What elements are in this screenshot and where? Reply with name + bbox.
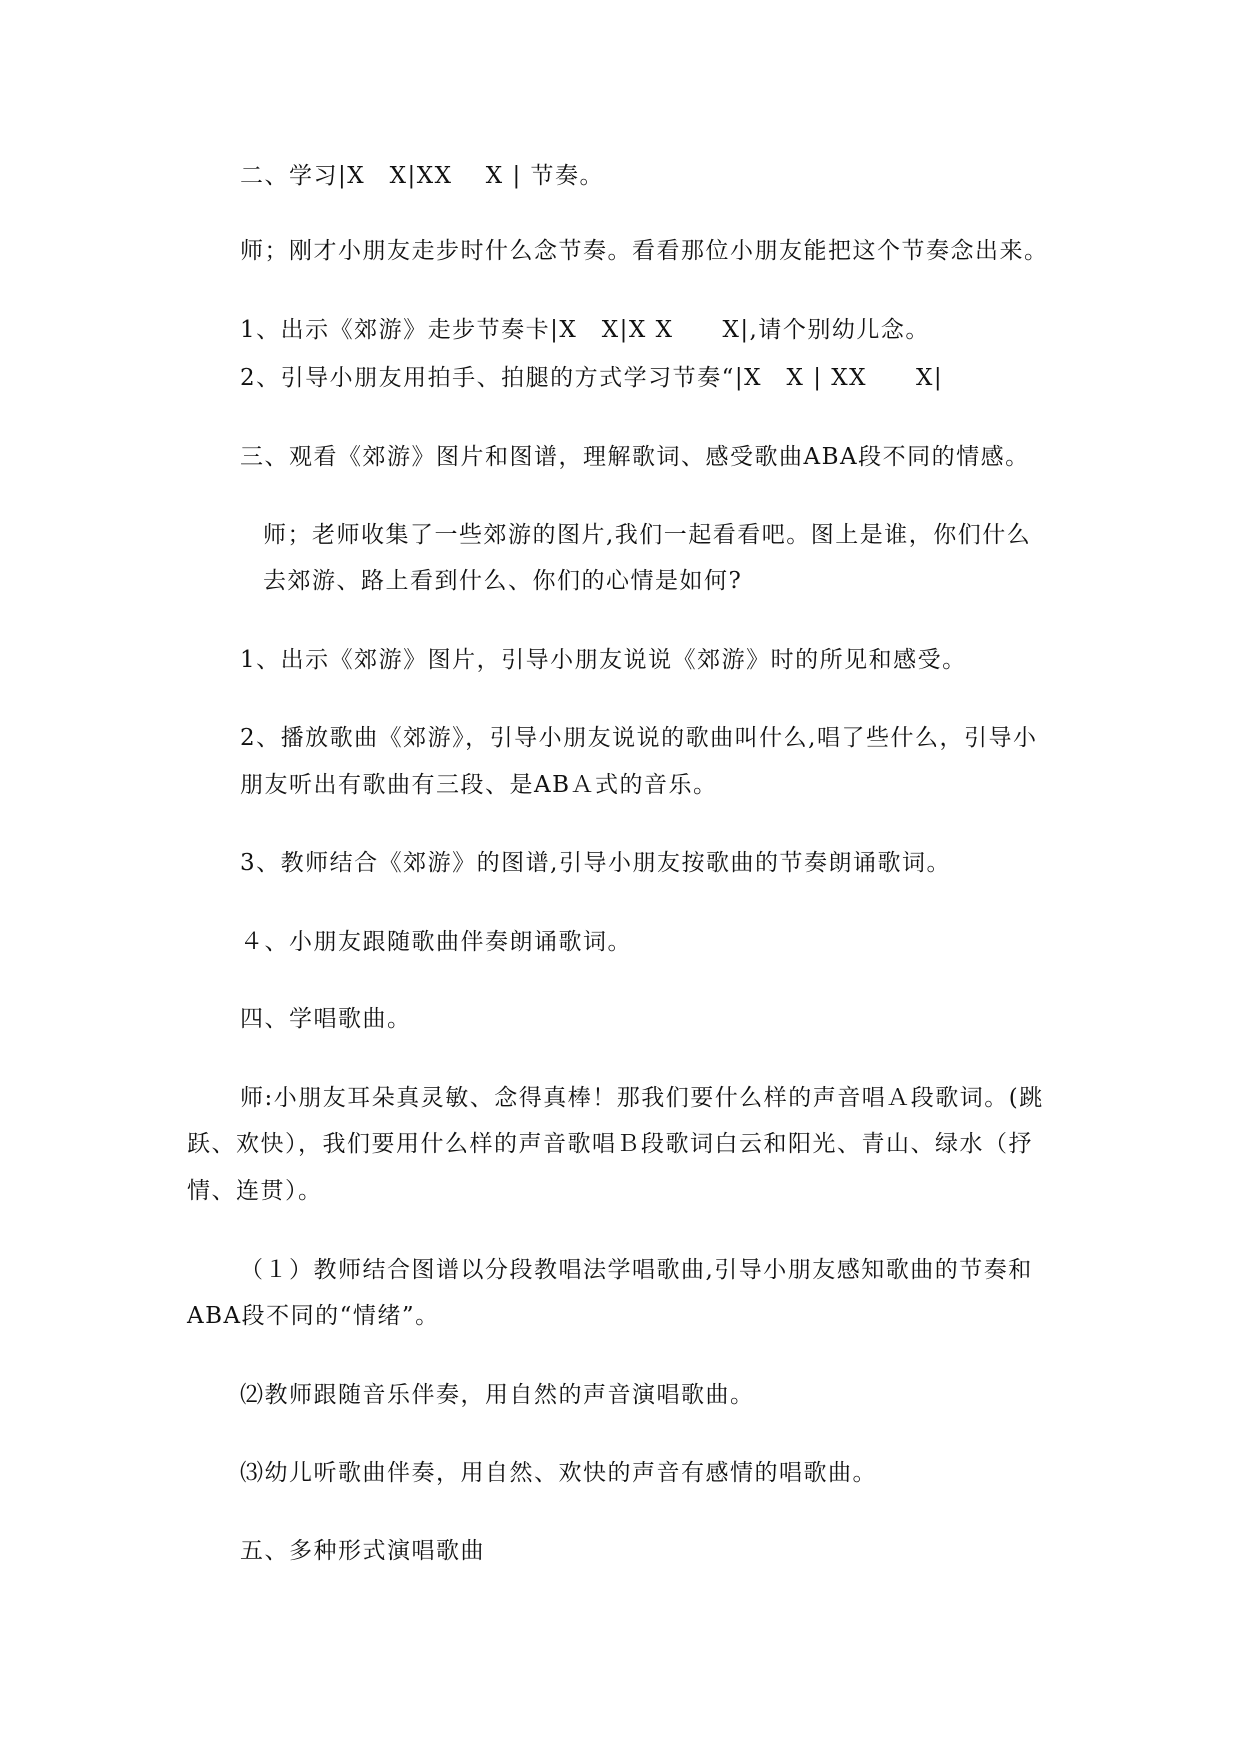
section-heading-4: 四、学唱歌曲。 xyxy=(240,1006,412,1032)
list-item: 1、出示《郊游》走步节奏卡|X X|X X X|,请个别幼儿念。 xyxy=(240,317,930,343)
list-item: ABA段不同的“情绪”。 xyxy=(187,1303,440,1329)
section-heading-5: 五、多种形式演唱歌曲 xyxy=(240,1538,485,1564)
paragraph: 师；刚才小朋友走步时什么念节奏。看看那位小朋友能把这个节奏念出来。 xyxy=(240,238,1049,264)
paragraph: 师；老师收集了一些郊游的图片,我们一起看看吧。图上是谁，你们什么 xyxy=(263,522,1032,548)
list-item: 2、引导小朋友用拍手、拍腿的方式学习节奏“|X X | XX X| xyxy=(240,365,944,391)
section-heading-2: 二、学习|X X|XX X | 节奏。 xyxy=(240,163,605,189)
paragraph: 跃、欢快），我们要用什么样的声音歌唱Ｂ段歌词白云和阳光、青山、绿水（抒 xyxy=(187,1131,1033,1157)
list-item: 1、出示《郊游》图片，引导小朋友说说《郊游》时的所见和感受。 xyxy=(240,647,967,673)
list-item: ⑶幼儿听歌曲伴奏，用自然、欢快的声音有感情的唱歌曲。 xyxy=(240,1460,877,1486)
list-item: ⑵教师跟随音乐伴奏，用自然的声音演唱歌曲。 xyxy=(240,1382,755,1408)
list-item: ４、小朋友跟随歌曲伴奏朗诵歌词。 xyxy=(240,929,632,955)
section-heading-3: 三、观看《郊游》图片和图谱，理解歌词、感受歌曲ABA段不同的情感。 xyxy=(240,444,1030,470)
list-item: 2、播放歌曲《郊游》，引导小朋友说说的歌曲叫什么,唱了些什么，引导小 xyxy=(240,725,1038,751)
list-item: （１）教师结合图谱以分段教唱法学唱歌曲,引导小朋友感知歌曲的节奏和 xyxy=(240,1257,1033,1283)
list-item: 3、教师结合《郊游》的图谱,引导小朋友按歌曲的节奏朗诵歌词。 xyxy=(240,850,951,876)
paragraph: 情、连贯）。 xyxy=(187,1178,323,1204)
paragraph: 去郊游、路上看到什么、你们的心情是如何? xyxy=(263,568,743,594)
paragraph: 师:小朋友耳朵真灵敏、念得真棒！那我们要什么样的声音唱Ａ段歌词。(跳 xyxy=(240,1085,1044,1111)
list-item: 朋友听出有歌曲有三段、是ABＡ式的音乐。 xyxy=(240,772,718,798)
